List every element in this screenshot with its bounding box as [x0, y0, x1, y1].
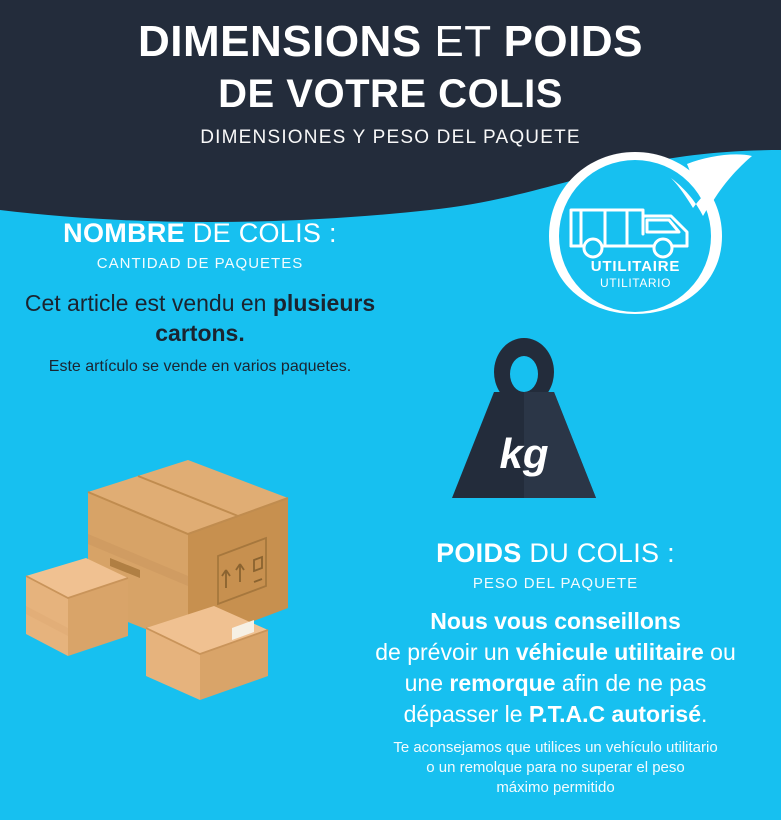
count-body-fr-period: .	[238, 320, 245, 346]
utilitaire-badge	[547, 150, 757, 315]
weight-body-es-line1: Te aconsejamos que utilices un vehículo utilitario	[393, 739, 718, 756]
page-title-line-1	[0, 16, 781, 68]
badge-label-es: UTILITARIO	[599, 276, 672, 290]
count-body-es: Este artículo se vende en varios paquetes.	[48, 358, 352, 375]
weight-heading-rest: DU COLIS :	[521, 538, 675, 568]
weight-body-line2-strong: véhicule utilitaire	[515, 639, 704, 665]
count-heading-es: CANTIDAD DE PAQUETES	[96, 255, 304, 272]
weight-body-line4-c: .	[701, 701, 708, 727]
box-small-left	[26, 558, 128, 656]
badge-label-fr: UTILITAIRE	[590, 258, 681, 275]
weight-heading	[330, 538, 781, 569]
weight-body-es-line3: máximo permitido	[496, 779, 615, 796]
weight-body-line2-a: de prévoir un	[375, 639, 516, 665]
weight-body-line4-a: dépasser le	[403, 701, 529, 727]
section-package-count	[0, 218, 400, 377]
page-title-line-2: DE VOTRE COLIS	[218, 72, 563, 116]
weight-body-line1: Nous vous conseillons	[430, 608, 681, 634]
count-heading	[0, 218, 400, 249]
page-subtitle-spanish: DIMENSIONES Y PESO DEL PAQUETE	[200, 127, 581, 148]
weight-body-es	[330, 738, 781, 798]
count-body-fr	[0, 288, 400, 348]
page-title-and: ET	[421, 17, 504, 66]
weight-body-fr	[330, 606, 781, 730]
weight-body-line3-c: afin de ne pas	[555, 670, 707, 696]
page-title-poids: POIDS	[503, 17, 643, 66]
count-heading-strong: NOMBRE	[63, 218, 185, 248]
weight-body-es-line2: o un remolque para no superar el peso	[426, 759, 685, 776]
weight-kettlebell-icon	[424, 330, 624, 540]
count-body-fr-part1: Cet article est vendu en	[24, 290, 273, 316]
page-title-dimensions: DIMENSIONS	[137, 17, 422, 66]
count-body-fr-strong: plusieurs cartons	[155, 290, 376, 346]
section-package-weight	[330, 538, 781, 798]
count-heading-rest: DE COLIS :	[184, 218, 337, 248]
weight-body-line2-c: ou	[703, 639, 736, 665]
weight-heading-strong: POIDS	[436, 538, 522, 568]
weight-body-line3-strong: remorque	[449, 670, 556, 696]
weight-body-line4-strong: P.T.A.C autorisé	[528, 701, 702, 727]
weight-heading-es: PESO DEL PAQUETE	[472, 575, 639, 592]
weight-body-line3-a: une	[404, 670, 450, 696]
weight-unit-label: kg	[499, 430, 549, 477]
header-title-block	[0, 16, 781, 150]
cardboard-boxes-icon	[18, 410, 358, 700]
